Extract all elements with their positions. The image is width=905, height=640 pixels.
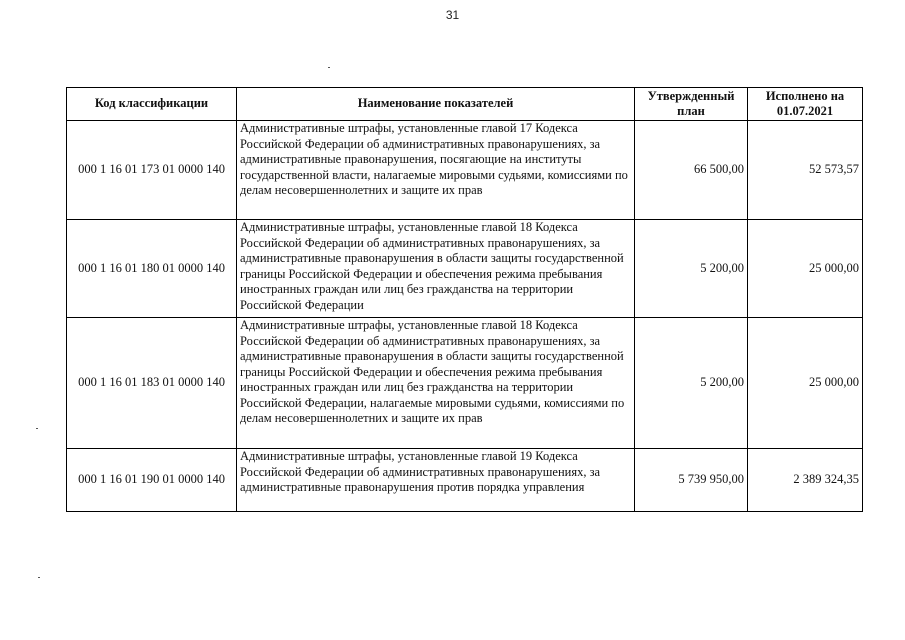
- row-executed: 25 000,00: [748, 220, 863, 318]
- row-code: 000 1 16 01 180 01 0000 140: [67, 220, 237, 318]
- scan-speck: [328, 67, 330, 68]
- page-number: 31: [445, 8, 460, 22]
- row-name: Административные штрафы, установленные главой 17 Кодекса Российской Федерации об административных правонарушениях, за административные правонарушения, посягающие на институты государственной власти, налагаемые мировыми судьями, комиссиями по делам несовершеннолетних и защите их прав: [237, 121, 635, 220]
- row-executed: 52 573,57: [748, 121, 863, 220]
- row-approved-plan: 5 739 950,00: [635, 449, 748, 512]
- table-header-row: [67, 88, 863, 121]
- table-row: [67, 449, 863, 512]
- row-approved-plan: 5 200,00: [635, 220, 748, 318]
- scan-speck: [38, 577, 40, 578]
- header-name: Наименование показателей: [237, 88, 635, 121]
- header-code: Код классификации: [67, 88, 237, 121]
- row-name: Административные штрафы, установленные главой 19 Кодекса Российской Федерации об административных правонарушениях, за административные правонарушения против порядка управления: [237, 449, 635, 512]
- row-name: Административные штрафы, установленные главой 18 Кодекса Российской Федерации об административных правонарушениях, за административные правонарушения в области защиты государственной границы Российской Федерации и обеспечения режима пребывания иностранных граждан или лиц без гражданства на территории Российской Федерации: [237, 220, 635, 318]
- header-executed: Исполнено на 01.07.2021: [748, 88, 863, 121]
- revenue-table: [66, 87, 863, 512]
- row-approved-plan: 5 200,00: [635, 318, 748, 449]
- row-executed: 25 000,00: [748, 318, 863, 449]
- row-code: 000 1 16 01 183 01 0000 140: [67, 318, 237, 449]
- row-code: 000 1 16 01 190 01 0000 140: [67, 449, 237, 512]
- table-row: [67, 220, 863, 318]
- row-approved-plan: 66 500,00: [635, 121, 748, 220]
- row-name: Административные штрафы, установленные главой 18 Кодекса Российской Федерации об административных правонарушениях, за административные правонарушения в области защиты государственной границы Российской Федерации и обеспечения режима пребывания иностранных граждан или лиц без гражданства на территории Российской Федерации, налагаемые мировыми судьями, комиссиями по делам несовершеннолетних и защите их прав: [237, 318, 635, 449]
- scan-speck: [36, 428, 38, 429]
- row-executed: 2 389 324,35: [748, 449, 863, 512]
- table-row: [67, 318, 863, 449]
- row-code: 000 1 16 01 173 01 0000 140: [67, 121, 237, 220]
- header-approved-plan: Утвержденный план: [635, 88, 748, 121]
- table-row: [67, 121, 863, 220]
